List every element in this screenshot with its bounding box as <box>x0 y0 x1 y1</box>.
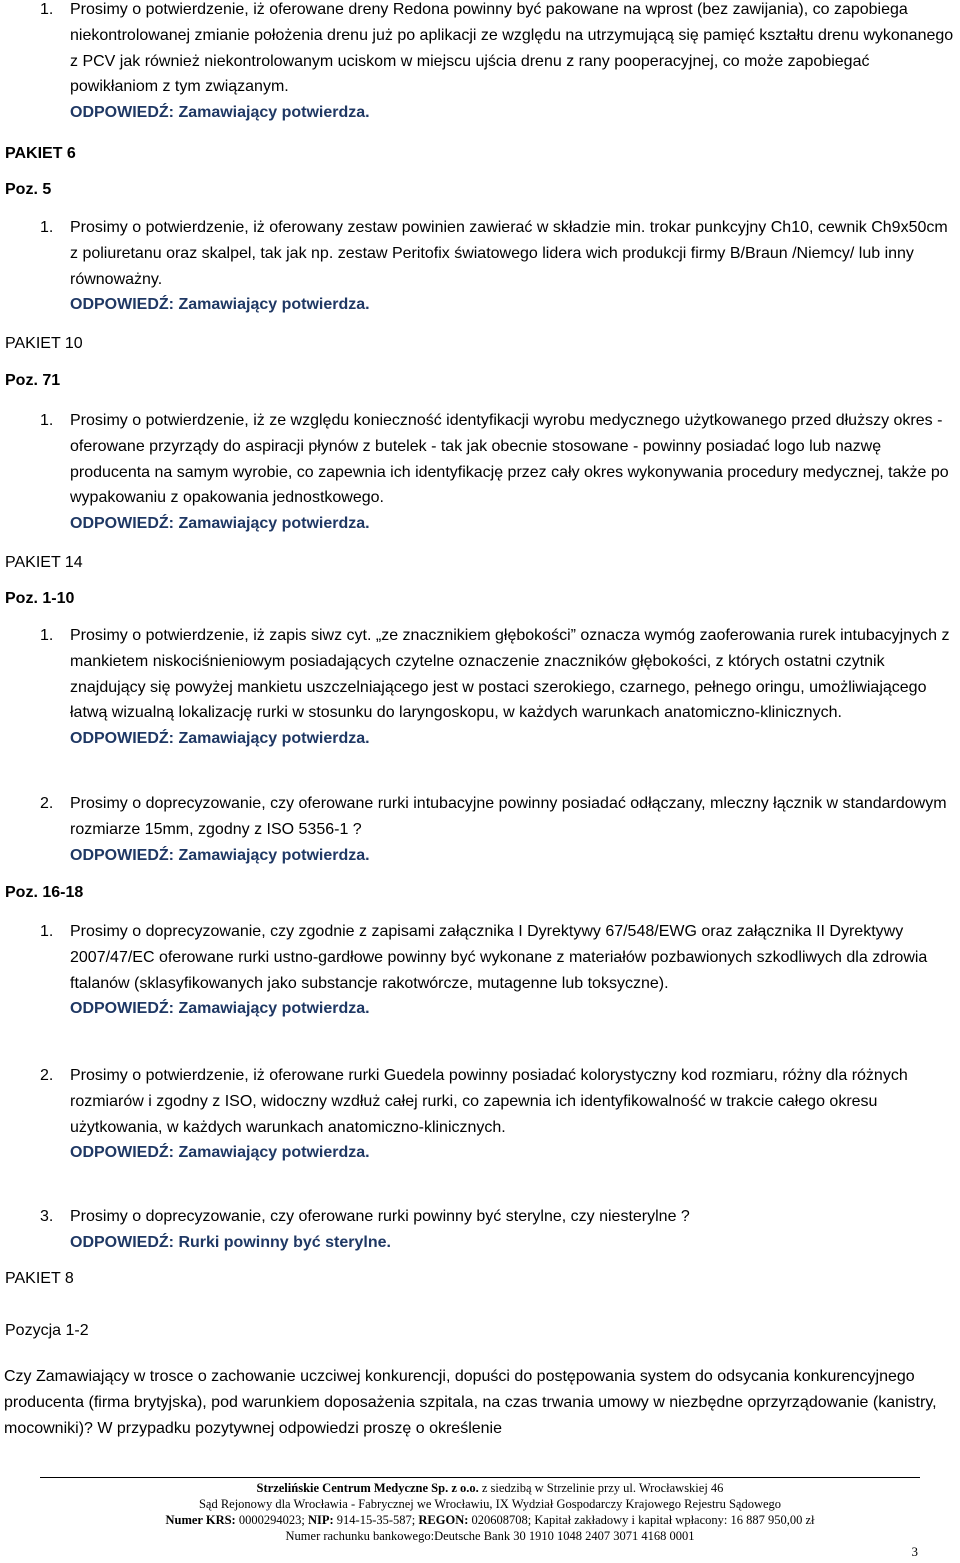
footer-registry-line <box>60 1512 920 1528</box>
company-name: Strzelińskie Centrum Medyczne Sp. z o.o. <box>256 1481 479 1495</box>
package-heading: PAKIET 6 <box>5 145 76 162</box>
question-text: Prosimy o potwierdzenie, iż oferowane dreny Redona powinny być pakowane na wprost (bez zawijania), co zapobiega niekontrolowanej zmianie położenia drenu już po aplikacji ze względu na utrzymującą się pamięć kształtu drenu wykonanego z PCV jak również niekontrolowanym uciskom w miejscu ujścia drenu z rany pooperacyjnej, co może zapobiegać powikłaniom z tym związanym. <box>70 1 954 96</box>
footer-bank: Numer rachunku bankowego:Deutsche Bank 30 1910 1048 2407 3071 4168 0001 <box>285 1529 695 1543</box>
question-text: Prosimy o doprecyzowanie, czy oferowane rurki intubacyjne powinny posiadać odłączany, mleczny łącznik w standardowym rozmiarze 15mm, zgodny z ISO 5356-1 ? <box>70 795 947 838</box>
question-number: 1. <box>40 627 54 644</box>
answer-text: ODPOWIEDŹ: Zamawiający potwierdza. <box>70 104 370 122</box>
question-guedel-color-code <box>40 1063 955 1166</box>
answer-text: ODPOWIEDŹ: Zamawiający potwierdza. <box>70 730 370 748</box>
footer-company-line <box>60 1480 920 1496</box>
question-text: Prosimy o potwierdzenie, iż oferowany zestaw powinien zawierać w składzie min. trokar punkcyjny Ch10, cewnik Ch9x50cm z poliuretanu oraz skalpel, tak jak np. zestaw Peritofix światowego lidera wich produkcji firmy B/Braun /Niemcy/ lub inny równoważny. <box>70 219 948 288</box>
question-number: 2. <box>40 795 54 812</box>
footer-divider <box>40 1477 920 1478</box>
answer-text: ODPOWIEDŹ: Rurki powinny być sterylne. <box>70 1233 391 1251</box>
company-seat: z siedzibą w Strzelinie przy ul. Wrocławskiej 46 <box>478 1481 724 1495</box>
regon-value: 020608708; Kapitał zakładowy i kapitał wpłacony: 16 887 950,00 zł <box>468 1513 815 1527</box>
krs-value: 0000294023; <box>235 1513 308 1527</box>
question-text: Prosimy o doprecyzowanie, czy zgodnie z zapisami załącznika I Dyrektywy 67/548/EWG oraz załącznika II Dyrektywy 2007/47/EC oferowane rurki ustno-gardłowe powinny być wykonane z materiałów pozbawionych szkodliwych dla zdrowia ftalanów (sklasyfikowanych jako substancje rakotwórcze, mutagenne lub toksyczne). <box>70 923 928 992</box>
question-number: 1. <box>40 1 54 18</box>
nip-value: 914-15-35-587; <box>333 1513 419 1527</box>
answer-text: ODPOWIEDŹ: Zamawiający potwierdza. <box>70 296 370 314</box>
suction-system-question: Czy Zamawiający w trosce o zachowanie uczciwej konkurencji, dopuści do postępowania system do odsyсania konkurencyjnego producenta (firma brytyjska), pod warunkiem doposażenia szpitala, na czas trwania umowy w niezbędne oprzyrządowanie (kanistry, mocowniki)? W przypadku pozytywnej odpowiedzi proszę o określenie <box>4 1368 937 1437</box>
package-heading: PAKIET 10 <box>5 335 83 352</box>
question-phthalates <box>40 919 955 1022</box>
question-depth-marker <box>40 623 955 752</box>
krs-label: Numer KRS: <box>165 1513 236 1527</box>
position-heading: Poz. 1-10 <box>5 590 75 607</box>
question-text: Prosimy o doprecyzowanie, czy oferowane rurki powinny być sterylne, czy niesterylne ? <box>70 1208 690 1225</box>
position-heading: Poz. 16-18 <box>5 884 84 901</box>
question-number: 1. <box>40 923 54 940</box>
question-number: 2. <box>40 1067 54 1084</box>
question-drain-packaging <box>40 0 955 126</box>
question-aspiration-devices <box>40 408 955 537</box>
position-heading: Poz. 71 <box>5 372 61 389</box>
question-text: Prosimy o potwierdzenie, iż ze względu konieczność identyfikacji wyrobu medycznego użytkowanego przed dłuższy okres - oferowane przyrządy do aspiracji płynów z butelek - tak jak obecnie stosowane - powinny posiadać logo lub nazwę producenta na samym wyrobie, co zapewnia ich identyfikację przez cały okres wykonywania procedury medycznej, także po wypakowaniu z opakowania jednostkowego. <box>70 412 949 507</box>
package-heading: PAKIET 14 <box>5 554 83 571</box>
regon-label: REGON: <box>418 1513 469 1527</box>
answer-text: ODPOWIEDŹ: Zamawiający potwierdza. <box>70 515 370 533</box>
question-number: 1. <box>40 412 54 429</box>
question-text: Prosimy o potwierdzenie, iż zapis siwz cyt. „ze znacznikiem głębokości” oznacza wymóg zaoferowania rurek intubacyjnych z mankietem niskociśnieniowym posiadających czytelne oznaczenie znaczników głębokości, z których ostatni czytnik znajdujący się powyżej mankietu uszczelniającego jest w postaci szerokiego, czarnego, pełnego oringu, umożliwiającego łatwą wizualną lokalizację rurki w stosunku do laryngoskopu, w każdych warunkach anatomiczno-klinicznych. <box>70 627 950 722</box>
question-sterility <box>40 1204 955 1256</box>
package-heading: PAKIET 8 <box>5 1270 74 1287</box>
page-number: 3 <box>911 1544 918 1559</box>
answer-text: ODPOWIEDŹ: Zamawiający potwierdza. <box>70 1000 370 1018</box>
answer-text: ODPOWIEDŹ: Zamawiający potwierdza. <box>70 846 370 864</box>
position-heading: Poz. 5 <box>5 181 52 198</box>
page-footer <box>60 1480 920 1544</box>
position-heading: Pozycja 1-2 <box>5 1322 89 1339</box>
question-trocar-set <box>40 215 955 318</box>
question-number: 1. <box>40 219 54 236</box>
question-connector <box>40 791 955 868</box>
nip-label: NIP: <box>307 1513 334 1527</box>
footer-court: Sąd Rejonowy dla Wrocławia - Fabrycznej we Wrocławiu, IX Wydział Gospodarczy Krajowego Rejestru Sądowego <box>198 1497 782 1511</box>
question-number: 3. <box>40 1208 54 1225</box>
answer-text: ODPOWIEDŹ: Zamawiający potwierdza. <box>70 1144 370 1162</box>
question-text: Prosimy o potwierdzenie, iż oferowane rurki Guedela powinny posiadać kolorystyczny kod rozmiaru, różny dla różnych rozmiarów i zgodny z ISO, widoczny wzdłuż całej rurki, co zapewnia ich identyfikowalność w trakcie całego okresu użytkowania, w każdych warunkach anatomiczno-klinicznych. <box>70 1067 908 1136</box>
